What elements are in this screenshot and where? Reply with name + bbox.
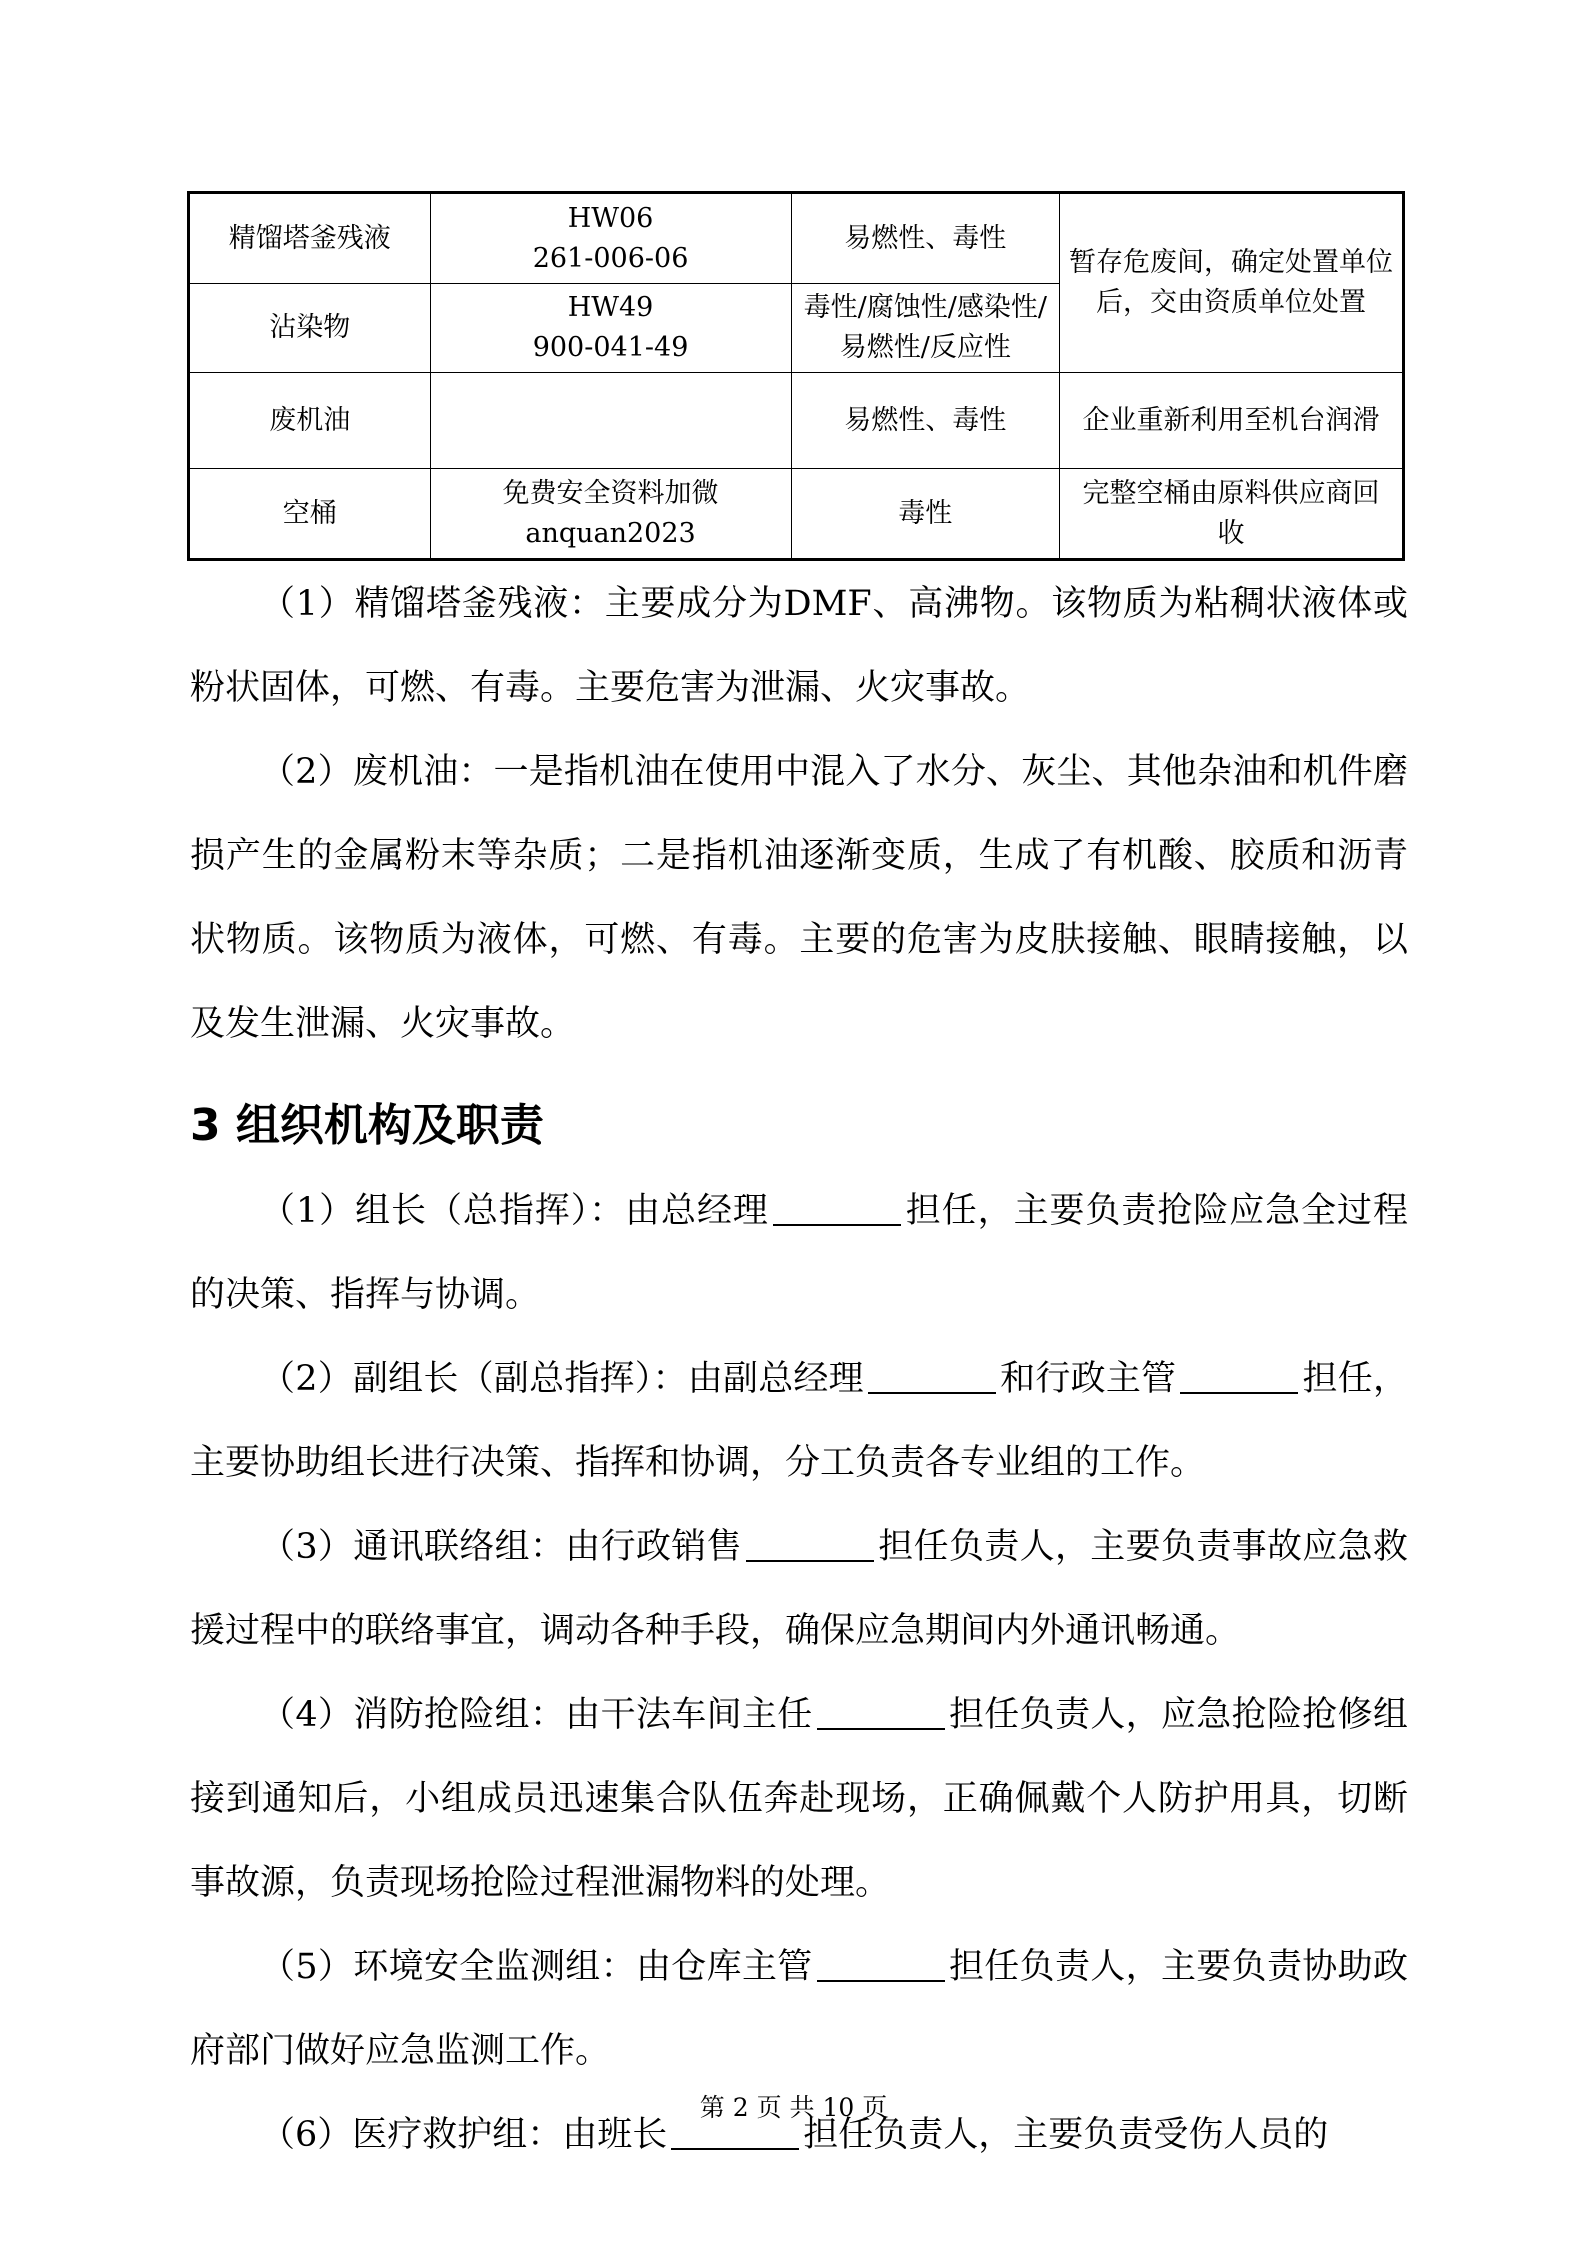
duty-firefighting-group: （4）消防抢险组：由干法车间主任 担任负责人，应急抢险抢修组接到通知后，小组成员迅速集合队伍奔赴现场，正确佩戴个人防护用具，切断事故源，负责现场抢险过程泄漏物料的处理。: [190, 1673, 1408, 1925]
name-blank: [773, 1188, 901, 1226]
waste-code-cell: [430, 284, 791, 373]
hazard-property-cell: 毒性: [791, 469, 1060, 560]
duty-team-leader: （1）组长（总指挥）：由总经理 担任，主要负责抢险应急全过程的决策、指挥与协调。: [190, 1169, 1408, 1337]
waste-code-cell: [430, 193, 791, 284]
section-heading: 3 组织机构及职责: [190, 1100, 544, 1151]
duty-communication-group: （3）通讯联络组：由行政销售 担任负责人，主要负责事故应急救援过程中的联络事宜，调动各种手段，确保应急期间内外通讯畅通。: [190, 1505, 1408, 1673]
waste-category: HW49: [567, 292, 654, 323]
duty-medical-group: （6）医疗救护组：由班长 担任负责人，主要负责受伤人员的: [190, 2093, 1408, 2177]
name-blank: [868, 1356, 996, 1394]
paragraph-still-residue: （1）精馏塔釜残液：主要成分为DMF、高沸物。该物质为粘稠状液体或粉状固体，可燃、有毒。主要危害为泄漏、火灾事故。: [190, 584, 1408, 708]
name-blank: [1180, 1356, 1298, 1394]
hazardous-waste-table: [187, 191, 1405, 561]
waste-name-cell: 废机油: [189, 373, 431, 469]
name-blank: [746, 1524, 874, 1562]
disposal-method-cell: 完整空桶由原料供应商回 收: [1060, 469, 1404, 560]
waste-code-cell: 免费安全资料加微 anquan2023: [430, 469, 791, 560]
hazard-property-cell: 易燃性、毒性: [791, 373, 1060, 469]
name-blank: [817, 1944, 945, 1982]
hazard-property-cell: 易燃性、毒性: [791, 193, 1060, 284]
waste-name-cell: 沾染物: [189, 284, 431, 373]
waste-code: 900-041-49: [532, 332, 689, 363]
table-row: [189, 373, 1404, 469]
waste-description: [190, 562, 1408, 1066]
table-row: [189, 469, 1404, 560]
paragraph-waste-oil: （2）废机油：一是指机油在使用中混入了水分、灰尘、其他杂油和机件磨损产生的金属粉末等杂质；二是指机油逐渐变质，生成了有机酸、胶质和沥青状物质。该物质为液体，可燃、有毒。主要的危害为皮肤接触、眼睛接触，以及发生泄漏、火灾事故。: [190, 752, 1408, 1044]
waste-category: HW06: [567, 202, 654, 234]
hazard-property-cell: 毒性/腐蚀性/感染性/ 易燃性/反应性: [791, 284, 1060, 373]
table-row: [189, 193, 1404, 284]
waste-name-cell: 空桶: [189, 469, 431, 560]
disposal-method-cell: 暂存危废间，确定处置单位 后，交由资质单位处置: [1060, 193, 1404, 373]
organization-duties: [190, 1169, 1408, 2177]
waste-code-cell: [430, 373, 791, 469]
name-blank: [817, 1692, 945, 1730]
duty-deputy-leader: （2）副组长（副总指挥）：由副总经理 和行政主管 担任，主要协助组长进行决策、指挥和协调，分工负责各专业组的工作。: [190, 1337, 1408, 1505]
duty-monitoring-group: （5）环境安全监测组：由仓库主管 担任负责人，主要负责协助政府部门做好应急监测工作。: [190, 1925, 1408, 2093]
page-number: 第 2 页 共 10 页: [699, 2093, 888, 2122]
waste-code: 261-006-06: [532, 242, 689, 274]
waste-name-cell: 精馏塔釜残液: [189, 193, 431, 284]
disposal-method-cell: 企业重新利用至机台润滑: [1060, 373, 1404, 469]
